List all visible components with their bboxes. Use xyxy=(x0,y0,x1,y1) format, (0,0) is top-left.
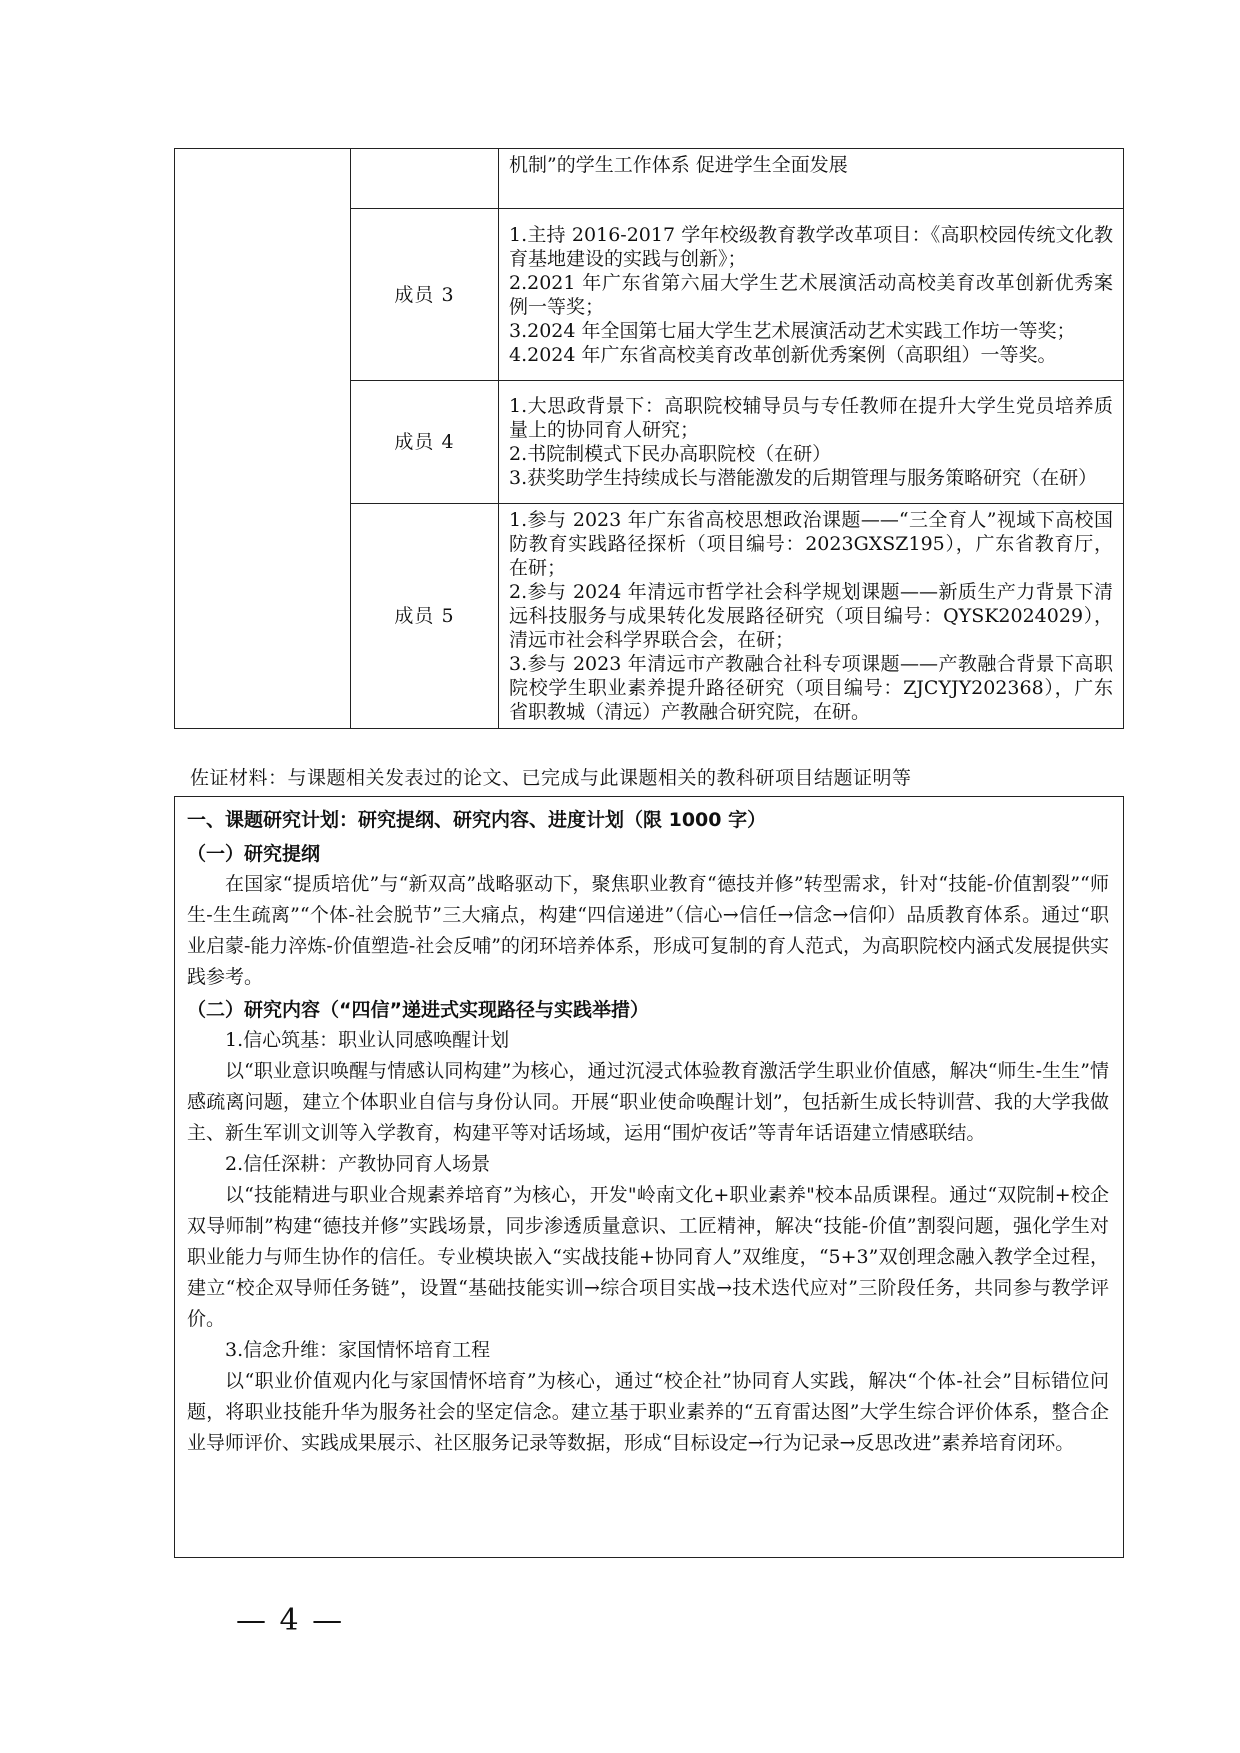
achievement-item: 1.大思政背景下：高职院校辅导员与专任教师在提升大学生党员培养质量上的协同育人研究； xyxy=(509,395,1113,441)
member-achievements-cell xyxy=(499,381,1124,504)
evidence-note: 佐证材料：与课题相关发表过的论文、已完成与此课题相关的教科研项目结题证明等 xyxy=(190,767,912,789)
content-item-paragraph: 以“职业价值观内化与家国情怀培育”为核心，通过“校企社”协同育人实践，解决“个体-社会”目标错位问题，将职业技能升华为服务社会的坚定信念。建立基于职业素养的“五育雷达图”大学生综合评价体系，整合企业导师评价、实践成果展示、社区服务记录等数据，形成“目标设定→行为记录→反思改进”素养培育闭环。 xyxy=(187,1370,1109,1454)
member-achievements-cell xyxy=(499,504,1124,729)
achievement-item: 4.2024 年广东省高校美育改革创新优秀案例（高职组）一等奖。 xyxy=(509,343,1057,366)
page-number: — 4 — xyxy=(236,1603,345,1638)
content-item-paragraph: 以“技能精进与职业合规素养培育”为核心，开发"岭南文化+职业素养"校本品质课程。通过“双院制+校企双导师制”构建“德技并修”实践场景，同步渗透质量意识、工匠精神，解决“技能-价值”割裂问题，强化学生对职业能力与师生协作的信任。专业模块嵌入“实战技能+协同育人”双维度，“5+3”双创理念融入教学全过程，建立“校企双导师任务链”，设置“基础技能实训→综合项目实战→技术迭代应对”三阶段任务，共同参与教学评价。 xyxy=(187,1184,1109,1330)
achievement-item: 1.参与 2023 年广东省高校思想政治课题——“三全育人”视域下高校国防教育实践路径探析（项目编号：2023GXSZ195），广东省教育厅，在研； xyxy=(509,509,1113,579)
table-merged-cell xyxy=(175,149,351,729)
achievement-item: 3.参与 2023 年清远市产教融合社科专项课题——产教融合背景下高职院校学生职业素养提升路径研究（项目编号：ZJCYJY202368），广东省职教城（清远）产教融合研究院，在研。 xyxy=(509,653,1113,723)
content-heading: （二）研究内容（“四信”递进式实现路径与实践举措） xyxy=(187,999,649,1021)
research-plan-box xyxy=(174,796,1124,1558)
achievement-item: 机制”的学生工作体系 促进学生全面发展 xyxy=(509,154,848,176)
achievement-item: 3.2024 年全国第七届大学生艺术展演活动艺术实践工作坊一等奖； xyxy=(509,319,1076,342)
content-item-paragraph: 以“职业意识唤醒与情感认同构建”为核心，通过沉浸式体验教育激活学生职业价值感，解决“师生-生生”情感疏离问题，建立个体职业自信与身份认同。开展“职业使命唤醒计划”，包括新生成长特训营、我的大学我做主、新生军训文训等入学教育，构建平等对话场域，运用“围炉夜话”等青年话语建立情感联结。 xyxy=(187,1060,1109,1144)
achievement-item: 2.书院制模式下民办高职院校（在研） xyxy=(509,443,832,465)
member-name-cell: 成员 4 xyxy=(351,381,499,504)
research-plan-title: 一、课题研究计划：研究提纲、研究内容、进度计划（限 1000 字） xyxy=(187,809,767,831)
achievement-item: 2.2021 年广东省第六届大学生艺术展演活动高校美育改革创新优秀案例一等奖； xyxy=(509,271,1113,318)
table-row xyxy=(175,149,1124,209)
achievement-item: 2.参与 2024 年清远市哲学社会科学规划课题——新质生产力背景下清远科技服务与成果转化发展路径研究（项目编号：QYSK2024029），清远市社会科学界联合会，在研； xyxy=(509,581,1113,651)
member-name-cell xyxy=(351,149,499,209)
member-achievements-cell xyxy=(499,149,1124,209)
achievement-item: 3.获奖助学生持续成长与潜能激发的后期管理与服务策略研究（在研） xyxy=(509,467,1098,489)
content-item-heading: 2.信任深耕：产教协同育人场景 xyxy=(225,1153,491,1175)
outline-paragraph: 在国家“提质培优”与“新双高”战略驱动下，聚焦职业教育“德技并修”转型需求，针对“技能-价值割裂”“师生-生生疏离”“个体-社会脱节”三大痛点，构建“四信递进”（信心→信任→信念→信仰）品质教育体系。通过“职业启蒙-能力淬炼-价值塑造-社会反哺”的闭环培养体系，形成可复制的育人范式，为高职院校内涵式发展提供实践参考。 xyxy=(187,873,1109,988)
member-name-cell: 成员 3 xyxy=(351,209,499,381)
content-item-heading: 3.信念升维：家国情怀培育工程 xyxy=(225,1339,491,1361)
member-name-cell: 成员 5 xyxy=(351,504,499,729)
content-item-heading: 1.信心筑基：职业认同感唤醒计划 xyxy=(225,1029,510,1051)
member-achievements-cell xyxy=(499,209,1124,381)
outline-heading: （一）研究提纲 xyxy=(187,843,321,865)
achievement-item: 1.主持 2016-2017 学年校级教育教学改革项目：《高职校园传统文化教育基地建设的实践与创新》； xyxy=(509,223,1113,270)
members-achievements-table xyxy=(174,148,1124,729)
